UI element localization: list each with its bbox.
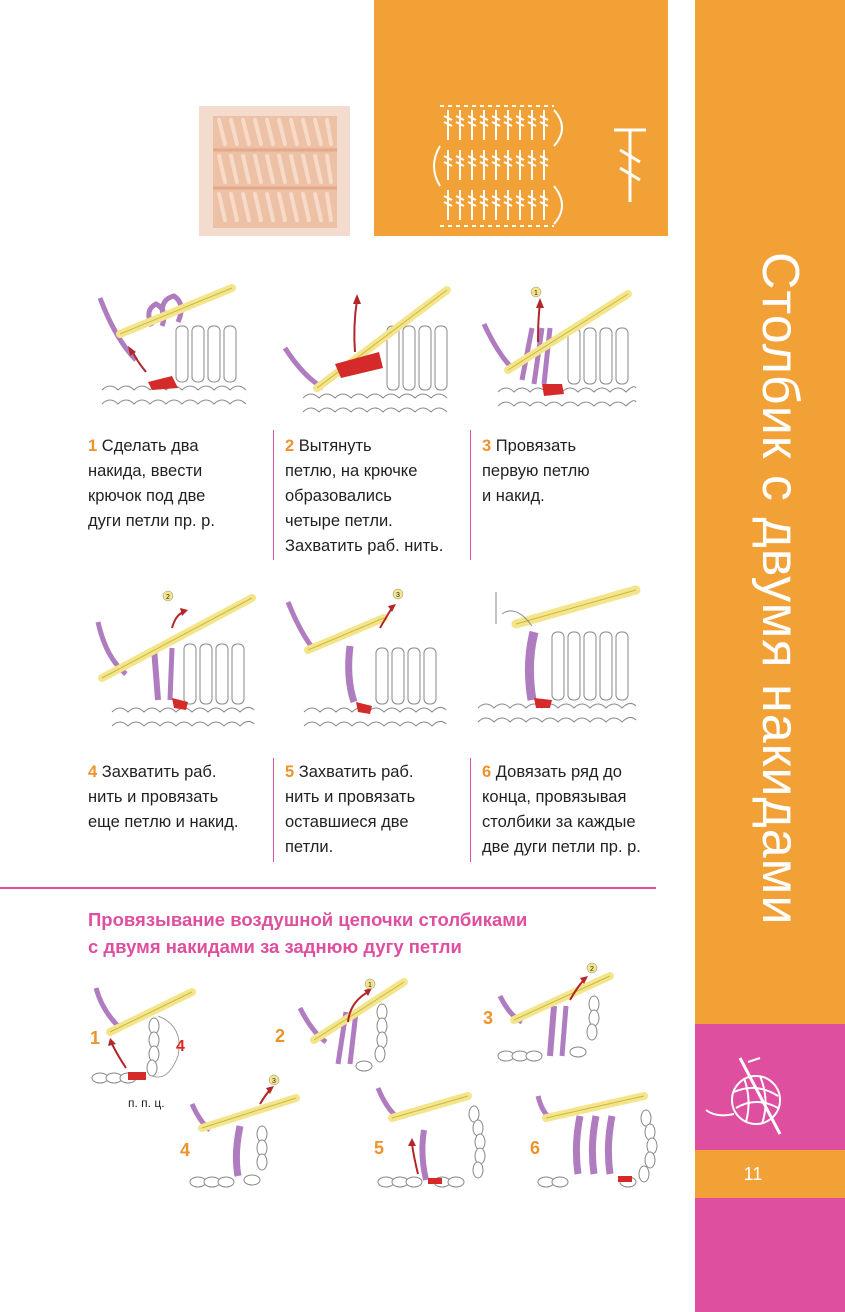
stitch-symbol-chart	[374, 0, 668, 236]
step-5-number: 5	[285, 763, 295, 781]
marker-1-text: 1	[534, 290, 538, 297]
section-divider	[0, 887, 656, 889]
chain-diagram-5	[376, 1084, 496, 1196]
step-6-caption	[482, 760, 672, 860]
step-4-line-1: Захватить раб.	[101, 763, 217, 781]
step-5-illustration	[284, 588, 449, 738]
step-5-line-2: нить и провязать	[285, 788, 416, 806]
diagram-number-6: 6	[530, 1138, 541, 1158]
symbol-row-middle	[434, 110, 562, 186]
step-4-illustration	[92, 588, 257, 738]
bottom-marker-2-text: 2	[590, 966, 594, 973]
symbol-chart-panel	[374, 0, 668, 236]
step-5-line-1: Захватить раб.	[298, 763, 414, 781]
chain-diagram-4	[190, 1074, 300, 1194]
step-2-line-5: Захватить раб. нить.	[285, 537, 444, 555]
page-number: 11	[743, 1164, 763, 1184]
step-4-caption	[88, 760, 268, 835]
step-6-line-2: конца, провязывая	[482, 788, 627, 806]
step-1-line-1: Сделать два	[101, 437, 199, 455]
step-2-line-2: петлю, на крючке	[285, 462, 418, 480]
diagram-number-3: 3	[483, 1008, 494, 1028]
step-5-line-4: петли.	[285, 838, 334, 856]
step-3-number: 3	[482, 437, 492, 455]
symbol-row-top	[440, 106, 554, 140]
step-2-number: 2	[285, 437, 295, 455]
step-6-line-3: столбики за каждые	[482, 813, 636, 831]
step-1-caption	[88, 434, 268, 534]
step-5-caption	[285, 760, 465, 860]
diagram-number-1: 1	[90, 1028, 101, 1048]
stitch-count-label: 4	[176, 1038, 185, 1055]
step-2-line-4: четыре петли.	[285, 512, 393, 530]
step-3-line-1: Провязать	[495, 437, 577, 455]
chain-diagram-6	[536, 1082, 660, 1194]
diagram-number-2: 2	[275, 1026, 286, 1046]
step-3-caption	[482, 434, 662, 509]
crochet-swatch-photo	[199, 106, 350, 236]
step-6-line-1: Довязать ряд до	[495, 763, 622, 781]
step-2-caption	[285, 434, 470, 559]
divider-5-6	[470, 758, 471, 862]
step-1-number: 1	[88, 437, 98, 455]
step-2-line-3: образовались	[285, 487, 392, 505]
step-4-line-2: нить и провязать	[88, 788, 219, 806]
step-1-illustration	[92, 286, 252, 416]
swatch-texture	[199, 106, 350, 236]
section-heading	[88, 906, 648, 960]
bottom-marker-1-text: 1	[368, 982, 372, 989]
step-5-line-3: оставшиеся две	[285, 813, 409, 831]
step-4-line-3: еще петлю и накид.	[88, 813, 239, 831]
chain-diagram-3	[496, 960, 616, 1066]
symbol-row-bottom	[440, 186, 562, 226]
step-3-line-2: первую петлю	[482, 462, 590, 480]
step-2-line-1: Вытянуть	[298, 437, 372, 455]
section-heading-line-2: с двумя накидами за заднюю дугу петли	[88, 936, 462, 957]
step-3-line-3: и накид.	[482, 487, 545, 505]
step-6-illustration	[476, 584, 641, 734]
step-1-line-2: накида, ввести	[88, 462, 203, 480]
step-6-line-4: две дуги петли пр. р.	[482, 838, 641, 856]
diagram-number-4: 4	[180, 1140, 191, 1160]
divider-1-2	[273, 430, 274, 560]
step-2-illustration	[283, 286, 453, 416]
chain-abbreviation: п. п. ц.	[128, 1096, 165, 1110]
step-1-line-4: дуги петли пр. р.	[88, 512, 215, 530]
marker-2-text: 2	[166, 594, 170, 601]
step-6-number: 6	[482, 763, 492, 781]
step-4-number: 4	[88, 763, 98, 781]
section-heading-line-1: Провязывание воздушной цепочки столбиками	[88, 909, 528, 930]
step-3-illustration	[478, 284, 638, 414]
chapter-title-vertical: Столбик с двумя накидами	[751, 252, 809, 926]
double-crochet-symbol	[614, 130, 646, 202]
diagram-number-5: 5	[374, 1138, 385, 1158]
yarn-ball-icon	[700, 1048, 790, 1144]
divider-4-5	[273, 758, 274, 862]
marker-3-text: 3	[396, 592, 400, 599]
chain-diagram-2	[298, 978, 408, 1074]
step-1-line-3: крючок под две	[88, 487, 206, 505]
divider-2-3	[470, 430, 471, 560]
bottom-marker-3-text: 3	[272, 1078, 276, 1085]
